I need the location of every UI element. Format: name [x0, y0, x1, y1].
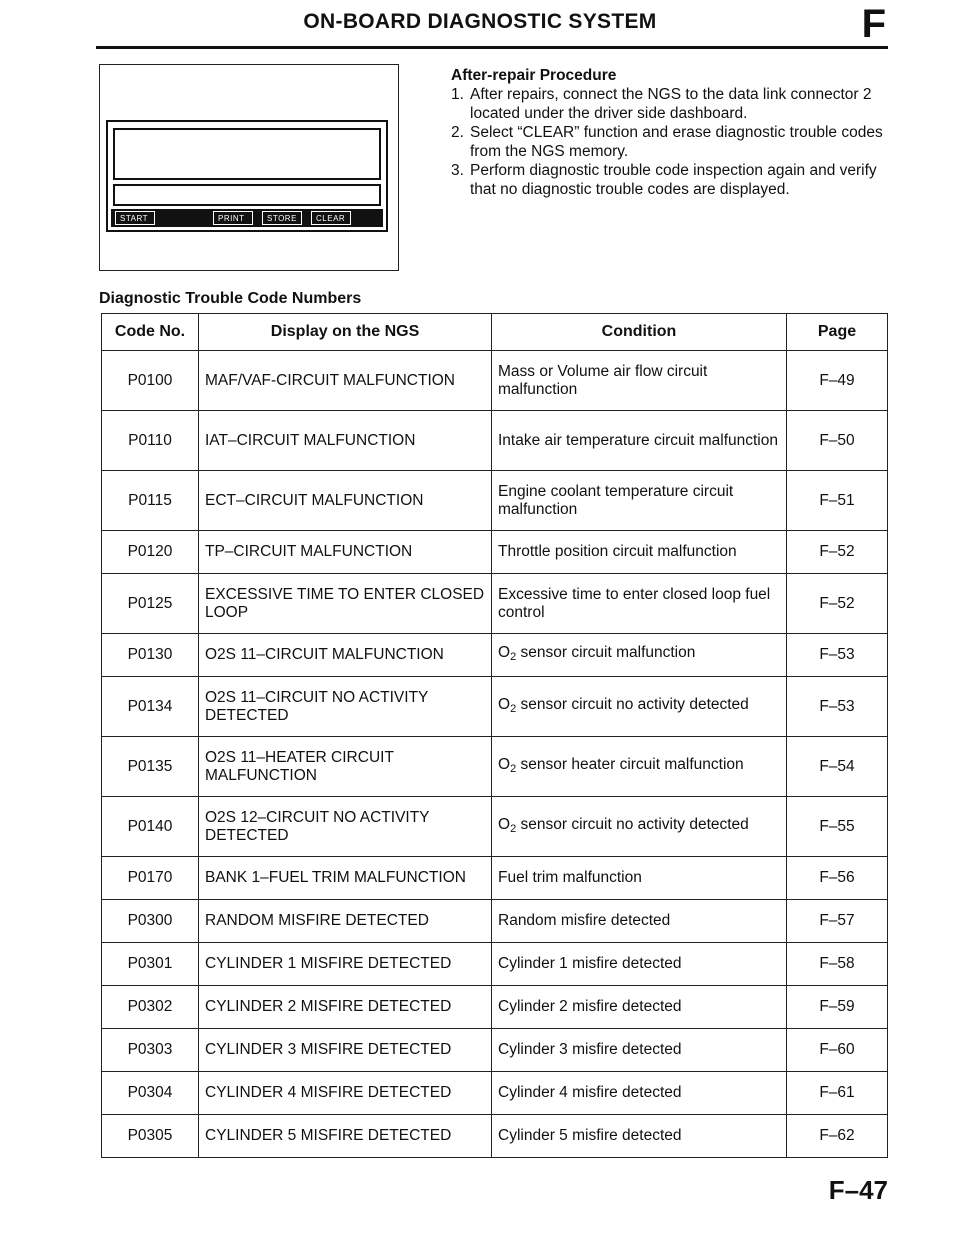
condition-cell: Intake air temperature circuit malfunction [492, 411, 787, 471]
code-cell: P0125 [102, 574, 199, 634]
header-rule [96, 46, 888, 49]
condition-suffix: sensor heater circuit malfunction [516, 755, 744, 773]
step-text: After repairs, connect the NGS to the data link connector 2 located under the driver side dashboard. [470, 86, 872, 122]
table-row [102, 1029, 888, 1072]
display-cell: RANDOM MISFIRE DETECTED [199, 900, 492, 943]
page-cell: F–52 [787, 531, 888, 574]
condition-cell: Cylinder 2 misfire detected [492, 986, 787, 1029]
table-row [102, 986, 888, 1029]
code-cell: P0100 [102, 351, 199, 411]
display-cell: CYLINDER 4 MISFIRE DETECTED [199, 1072, 492, 1115]
store-key: STORE [262, 211, 302, 225]
display-cell: BANK 1–FUEL TRIM MALFUNCTION [199, 857, 492, 900]
display-cell: O2S 11–CIRCUIT NO ACTIVITY DETECTED [199, 677, 492, 737]
ngs-screen-figure [99, 64, 399, 271]
table-row [102, 574, 888, 634]
after-repair-procedure [451, 66, 893, 199]
condition-prefix: O [498, 644, 511, 661]
table-row [102, 634, 888, 677]
display-cell: IAT–CIRCUIT MALFUNCTION [199, 411, 492, 471]
display-cell: MAF/VAF-CIRCUIT MALFUNCTION [199, 351, 492, 411]
table-row [102, 531, 888, 574]
code-cell: P0130 [102, 634, 199, 677]
condition-cell [492, 797, 787, 857]
procedure-step [451, 85, 893, 123]
table-row [102, 857, 888, 900]
condition-prefix: O [498, 695, 511, 713]
condition-cell: Cylinder 4 misfire detected [492, 1072, 787, 1115]
page-cell: F–53 [787, 677, 888, 737]
condition-cell: Throttle position circuit malfunction [492, 531, 787, 574]
section-letter: F [861, 2, 886, 46]
clear-key: CLEAR [311, 211, 351, 225]
condition-prefix: O [498, 755, 511, 773]
code-cell: P0301 [102, 943, 199, 986]
column-header-condition: Condition [492, 314, 787, 351]
blank-key [164, 211, 204, 225]
condition-subscript: 2 [510, 651, 517, 663]
display-cell: TP–CIRCUIT MALFUNCTION [199, 531, 492, 574]
column-header-code: Code No. [102, 314, 199, 351]
procedure-title: After-repair Procedure [451, 67, 617, 84]
condition-cell: Cylinder 3 misfire detected [492, 1029, 787, 1072]
condition-subscript: 2 [510, 762, 517, 775]
table-header-row [102, 314, 888, 351]
condition-subscript: 2 [510, 702, 517, 715]
code-cell: P0303 [102, 1029, 199, 1072]
code-cell: P0304 [102, 1072, 199, 1115]
table-row [102, 471, 888, 531]
page-number: F–47 [828, 1175, 888, 1205]
code-cell: P0170 [102, 857, 199, 900]
table-row [102, 1072, 888, 1115]
page-cell: F–52 [787, 574, 888, 634]
page-cell: F–50 [787, 411, 888, 471]
condition-suffix: sensor circuit malfunction [516, 644, 696, 661]
step-number: 2. [451, 124, 464, 141]
condition-cell: Random misfire detected [492, 900, 787, 943]
code-cell: P0120 [102, 531, 199, 574]
ngs-display-window [113, 128, 381, 180]
step-text: Perform diagnostic trouble code inspection again and verify that no diagnostic trouble codes are displayed. [470, 162, 877, 198]
table-row [102, 351, 888, 411]
display-cell: O2S 11–HEATER CIRCUIT MALFUNCTION [199, 737, 492, 797]
page-cell: F–62 [787, 1115, 888, 1158]
display-cell: CYLINDER 2 MISFIRE DETECTED [199, 986, 492, 1029]
condition-subscript: 2 [510, 822, 517, 835]
column-header-display: Display on the NGS [199, 314, 492, 351]
code-cell: P0300 [102, 900, 199, 943]
condition-prefix: O [498, 815, 511, 833]
procedure-step [451, 161, 893, 199]
table-row [102, 900, 888, 943]
code-cell: P0110 [102, 411, 199, 471]
page-cell: F–51 [787, 471, 888, 531]
table-row [102, 943, 888, 986]
page-cell: F–61 [787, 1072, 888, 1115]
condition-cell [492, 634, 787, 677]
table-row [102, 677, 888, 737]
page-cell: F–60 [787, 1029, 888, 1072]
display-cell: ECT–CIRCUIT MALFUNCTION [199, 471, 492, 531]
step-text: Select “CLEAR” function and erase diagnostic trouble codes from the NGS memory. [470, 124, 883, 160]
page-cell: F–59 [787, 986, 888, 1029]
column-header-page: Page [787, 314, 888, 351]
page-cell: F–53 [787, 634, 888, 677]
display-cell: CYLINDER 3 MISFIRE DETECTED [199, 1029, 492, 1072]
condition-cell: Mass or Volume air flow circuit malfunction [492, 351, 787, 411]
display-cell: CYLINDER 5 MISFIRE DETECTED [199, 1115, 492, 1158]
step-number: 1. [451, 86, 464, 103]
page-cell: F–58 [787, 943, 888, 986]
step-number: 3. [451, 162, 464, 179]
condition-suffix: sensor circuit no activity detected [516, 815, 749, 833]
page-cell: F–49 [787, 351, 888, 411]
code-cell: P0305 [102, 1115, 199, 1158]
table-row [102, 797, 888, 857]
condition-cell [492, 737, 787, 797]
condition-cell: Fuel trim malfunction [492, 857, 787, 900]
page-cell: F–55 [787, 797, 888, 857]
ngs-display [106, 120, 388, 232]
procedure-step [451, 123, 893, 161]
dtc-table [101, 313, 888, 1158]
code-cell: P0140 [102, 797, 199, 857]
condition-cell: Engine coolant temperature circuit malfunction [492, 471, 787, 531]
display-cell: O2S 12–CIRCUIT NO ACTIVITY DETECTED [199, 797, 492, 857]
page-cell: F–57 [787, 900, 888, 943]
table-row [102, 737, 888, 797]
condition-suffix: sensor circuit no activity detected [516, 695, 749, 713]
display-cell: O2S 11–CIRCUIT MALFUNCTION [199, 634, 492, 677]
display-cell: EXCESSIVE TIME TO ENTER CLOSED LOOP [199, 574, 492, 634]
condition-cell: Excessive time to enter closed loop fuel control [492, 574, 787, 634]
code-cell: P0115 [102, 471, 199, 531]
condition-cell [492, 677, 787, 737]
start-key: START [115, 211, 155, 225]
ngs-function-keys [111, 209, 383, 227]
code-cell: P0134 [102, 677, 199, 737]
print-key: PRINT [213, 211, 253, 225]
table-row [102, 1115, 888, 1158]
page-cell: F–54 [787, 737, 888, 797]
table-row [102, 411, 888, 471]
display-cell: CYLINDER 1 MISFIRE DETECTED [199, 943, 492, 986]
page-cell: F–56 [787, 857, 888, 900]
dtc-table-title: Diagnostic Trouble Code Numbers [99, 290, 362, 307]
page-title: ON-BOARD DIAGNOSTIC SYSTEM [303, 10, 657, 33]
condition-cell: Cylinder 5 misfire detected [492, 1115, 787, 1158]
code-cell: P0135 [102, 737, 199, 797]
ngs-display-line [113, 184, 381, 206]
code-cell: P0302 [102, 986, 199, 1029]
condition-cell: Cylinder 1 misfire detected [492, 943, 787, 986]
